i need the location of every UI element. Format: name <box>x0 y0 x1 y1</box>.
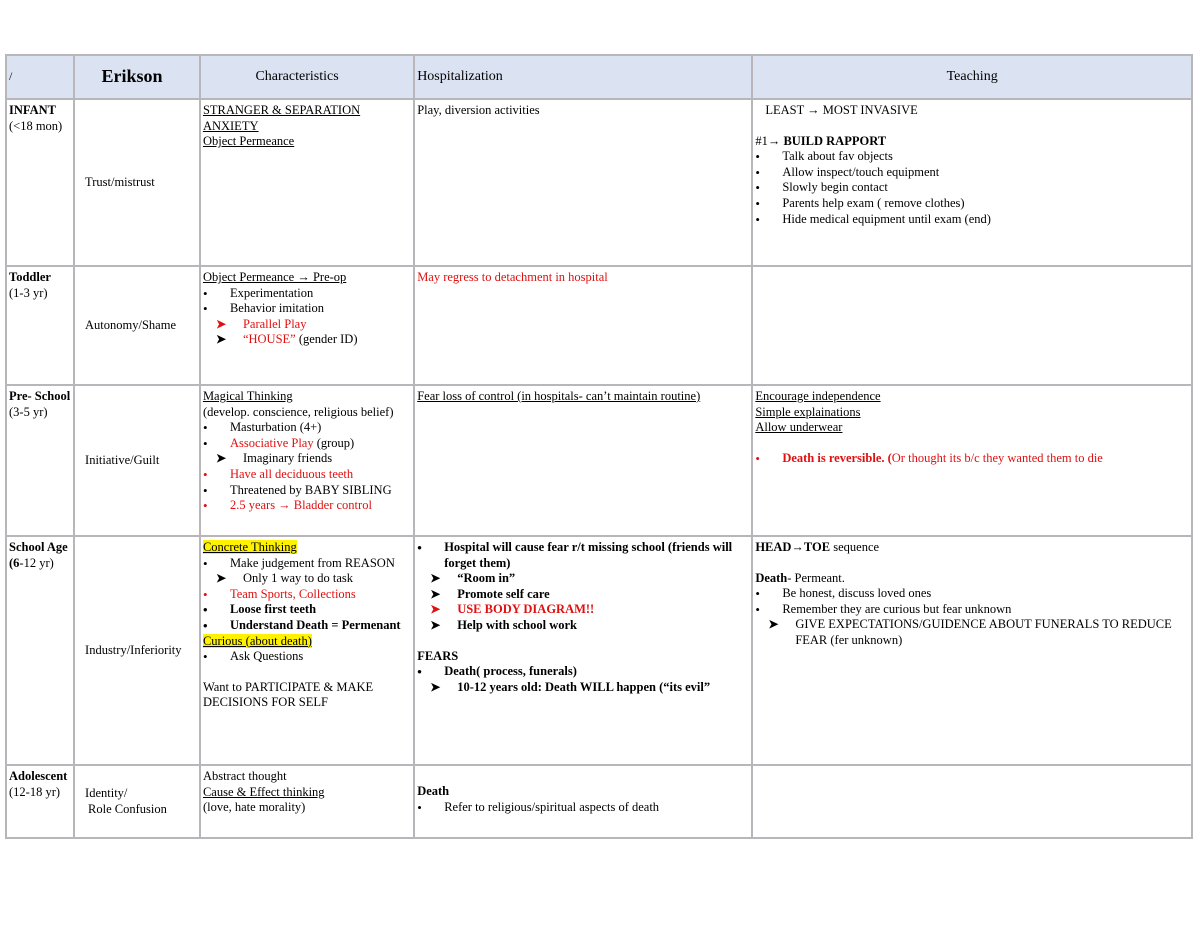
list-item: • Be honest, discuss loved ones <box>755 586 1189 602</box>
age-cell <box>6 99 74 266</box>
age-cell <box>6 765 74 838</box>
list-item: • Masturbation (4+) <box>203 420 411 436</box>
table-row-toddler <box>6 266 1192 385</box>
list-item: ➤ 10-12 years old: Death WILL happen (“its evil” <box>417 680 749 696</box>
list-item: • Ask Questions <box>203 649 411 665</box>
list-item: • Hospital will cause fear r/t missing school (friends will forget them) <box>417 540 749 571</box>
list-item: • Understand Death = Permenant <box>203 618 411 634</box>
age-range: (3-5 yr) <box>9 404 48 419</box>
list-item: • Threatened by BABY SIBLING <box>203 483 411 499</box>
erikson-stage: Autonomy/Shame <box>74 266 200 385</box>
characteristics-cell: Concrete Thinking • Make judgement from REASON ➤ Only 1 way to do task • Team Sports, Collections • Loose first teeth • Understand Death = Permenant Curious (about death) • Ask Questions Want to PARTICIPATE & MAKE DECISIONS FOR SELF <box>200 536 414 765</box>
header-characteristics: Characteristics <box>200 55 414 99</box>
list-item: • Have all deciduous teeth <box>203 467 411 483</box>
list-item: ➤ “Room in” <box>417 571 749 587</box>
list-item: • Make judgement from REASON <box>203 556 411 572</box>
age-title: Pre- School <box>9 389 71 403</box>
hospitalization-cell: Play, diversion activities <box>414 99 752 266</box>
list-item: ➤ Imaginary friends <box>203 451 411 467</box>
list-item: • Hide medical equipment until exam (end) <box>755 212 1189 228</box>
header-row <box>6 55 1192 99</box>
characteristics-cell: Abstract thought Cause & Effect thinking (love, hate morality) <box>200 765 414 838</box>
teaching-cell: LEAST → MOST INVASIVE #1→ BUILD RAPPORT • Talk about fav objects • Allow inspect/touch equipment • Slowly begin contact • Parents help exam ( remove clothes) • Hide medical equipment until exam (end) <box>752 99 1192 266</box>
age-cell <box>6 536 74 765</box>
age-range: (<18 mon) <box>9 118 63 133</box>
age-title: Toddler <box>9 270 51 284</box>
header-age: / <box>6 55 74 99</box>
age-cell <box>6 385 74 536</box>
characteristics-cell: STRANGER & SEPARATION ANXIETY Object Permeance <box>200 99 414 266</box>
hospitalization-cell: Fear loss of control (in hospitals- can’t maintain routine) <box>414 385 752 536</box>
list-item: • Remember they are curious but fear unknown <box>755 602 1189 618</box>
list-item: • Allow inspect/touch equipment <box>755 165 1189 181</box>
erikson-development-table <box>5 54 1193 839</box>
list-item: ➤ GIVE EXPECTATIONS/GUIDENCE ABOUT FUNERALS TO REDUCE FEAR (fer unknown) <box>755 617 1189 648</box>
teaching-cell <box>752 266 1192 385</box>
teaching-cell <box>752 765 1192 838</box>
age-title: Adolescent <box>9 769 68 783</box>
list-item: • Team Sports, Collections <box>203 587 411 603</box>
erikson-stage: Identity/ Role Confusion <box>74 765 200 838</box>
table-row-infant <box>6 99 1192 266</box>
hospitalization-cell: • Hospital will cause fear r/t missing school (friends will forget them) ➤ “Room in” ➤ Promote self care ➤ USE BODY DIAGRAM!! ➤ Help with school work FEARS • Death( process, funerals) ➤ 10-12 years old: Death WILL happen (“its evil” <box>414 536 752 765</box>
list-item: • Behavior imitation <box>203 301 411 317</box>
header-hospitalization: Hospitalization <box>414 55 752 99</box>
list-item: • Death is reversible. (Or thought its b/c they wanted them to die <box>755 451 1189 467</box>
list-item: • Death( process, funerals) <box>417 664 749 680</box>
table-row-adolescent <box>6 765 1192 838</box>
characteristics-cell: Magical Thinking (develop. conscience, religious belief) • Masturbation (4+) • Associative Play (group) ➤ Imaginary friends • Have all deciduous teeth • Threatened by BABY SIBLING • 2.5 years → Bladder control <box>200 385 414 536</box>
list-item: ➤ “HOUSE” (gender ID) <box>203 332 411 348</box>
list-item: • Parents help exam ( remove clothes) <box>755 196 1189 212</box>
characteristics-cell: Object Permeance → Pre-op • Experimentation • Behavior imitation ➤ Parallel Play ➤ “HOUSE” (gender ID) <box>200 266 414 385</box>
hospitalization-cell: Death • Refer to religious/spiritual aspects of death <box>414 765 752 838</box>
erikson-stage: Industry/Inferiority <box>74 536 200 765</box>
age-cell <box>6 266 74 385</box>
list-item: • Refer to religious/spiritual aspects of death <box>417 800 749 816</box>
erikson-stage: Trust/mistrust <box>74 99 200 266</box>
list-item: ➤ Parallel Play <box>203 317 411 333</box>
age-range: (6-12 yr) <box>9 555 54 570</box>
list-item: • 2.5 years → Bladder control <box>203 498 411 514</box>
age-range: (12-18 yr) <box>9 784 61 799</box>
age-range: (1-3 yr) <box>9 285 48 300</box>
list-item: • Associative Play (group) <box>203 436 411 452</box>
list-item: ➤ Help with school work <box>417 618 749 634</box>
teaching-cell: HEAD→TOE sequence Death- Permeant. • Be honest, discuss loved ones • Remember they are curious but fear unknown ➤ GIVE EXPECTATIONS/GUIDENCE ABOUT FUNERALS TO REDUCE FEAR (fer unknown) <box>752 536 1192 765</box>
header-teaching: Teaching <box>752 55 1192 99</box>
age-title: School Age <box>9 540 68 554</box>
age-title: INFANT <box>9 103 56 117</box>
list-item: • Experimentation <box>203 286 411 302</box>
list-item: ➤ Only 1 way to do task <box>203 571 411 587</box>
list-item: • Loose first teeth <box>203 602 411 618</box>
list-item: ➤ Promote self care <box>417 587 749 603</box>
header-erikson: Erikson <box>74 55 200 99</box>
erikson-stage: Initiative/Guilt <box>74 385 200 536</box>
table-row-school-age <box>6 536 1192 765</box>
list-item: • Talk about fav objects <box>755 149 1189 165</box>
list-item: ➤ USE BODY DIAGRAM!! <box>417 602 749 618</box>
teaching-cell: Encourage independence Simple explainations Allow underwear • Death is reversible. (Or thought its b/c they wanted them to die <box>752 385 1192 536</box>
list-item: • Slowly begin contact <box>755 180 1189 196</box>
table-row-preschool <box>6 385 1192 536</box>
hospitalization-cell: May regress to detachment in hospital <box>414 266 752 385</box>
